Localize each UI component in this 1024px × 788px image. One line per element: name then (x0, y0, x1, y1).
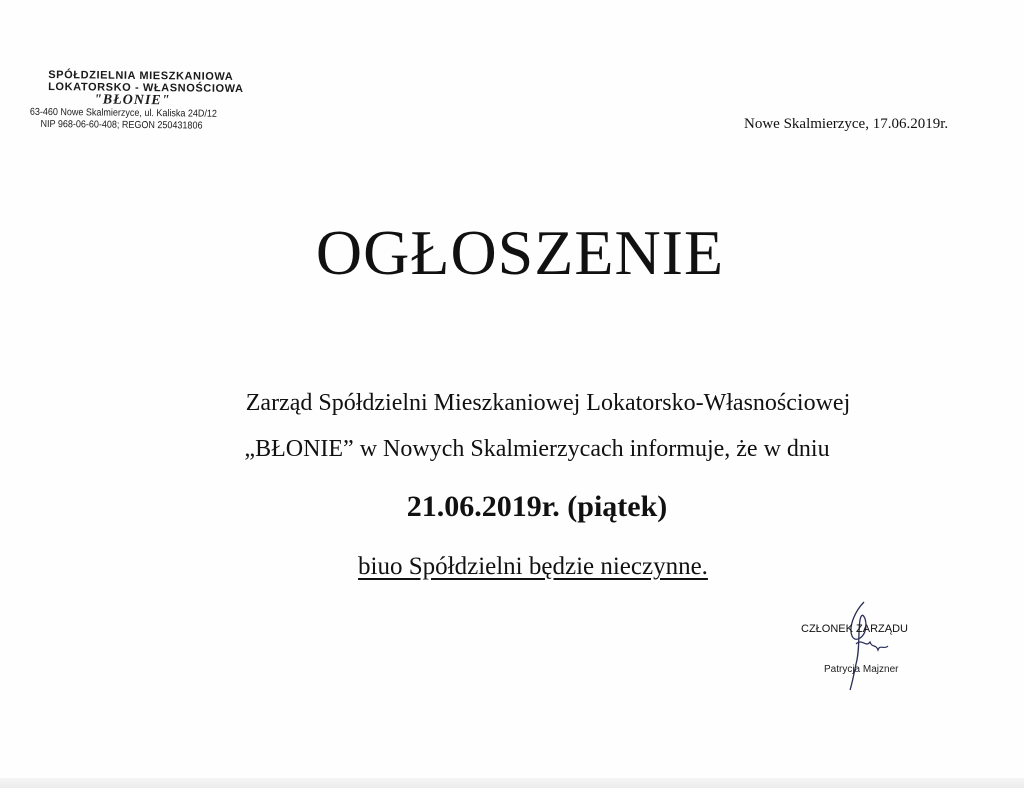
stamp-line-brand: "BŁONIE" (93, 92, 171, 109)
closure-statement (0, 553, 1024, 581)
closure-date: 21.06.2019r. (piątek) (406, 490, 668, 523)
stamp-line-type: LOKATORSKO - WŁASNOŚCIOWA (48, 80, 244, 96)
place-and-date: Nowe Skalmierzyce, 17.06.2019r. (744, 116, 949, 132)
cooperative-stamp (30, 69, 261, 133)
handwritten-signature (836, 592, 896, 692)
signatory-role: CZŁONEK ZARZĄDU (801, 623, 908, 635)
stamp-line-tax-ids: NIP 968-06-60-408; REGON 250431806 (40, 118, 203, 132)
closure-statement-text: biuo Spółdzielni będzie nieczynne. (358, 553, 708, 580)
signatory-name: Patrycja Majzner (824, 664, 899, 675)
stamp-line-address: 63-460 Nowe Skalmierzyce, ul. Kaliska 24D/12 (29, 106, 218, 120)
notice-body-line-2: „BŁONIE” w Nowych Skalmierzycach informuje, że w dniu (244, 436, 830, 462)
scan-edge (0, 778, 1024, 788)
stamp-line-name: SPÓŁDZIELNIA MIESZKANIOWA (48, 68, 234, 83)
notice-body-line-1: Zarząd Spółdzielni Mieszkaniowej Lokatorsko-Własnościowej (245, 390, 851, 416)
notice-title: OGŁOSZENIE (315, 217, 725, 288)
